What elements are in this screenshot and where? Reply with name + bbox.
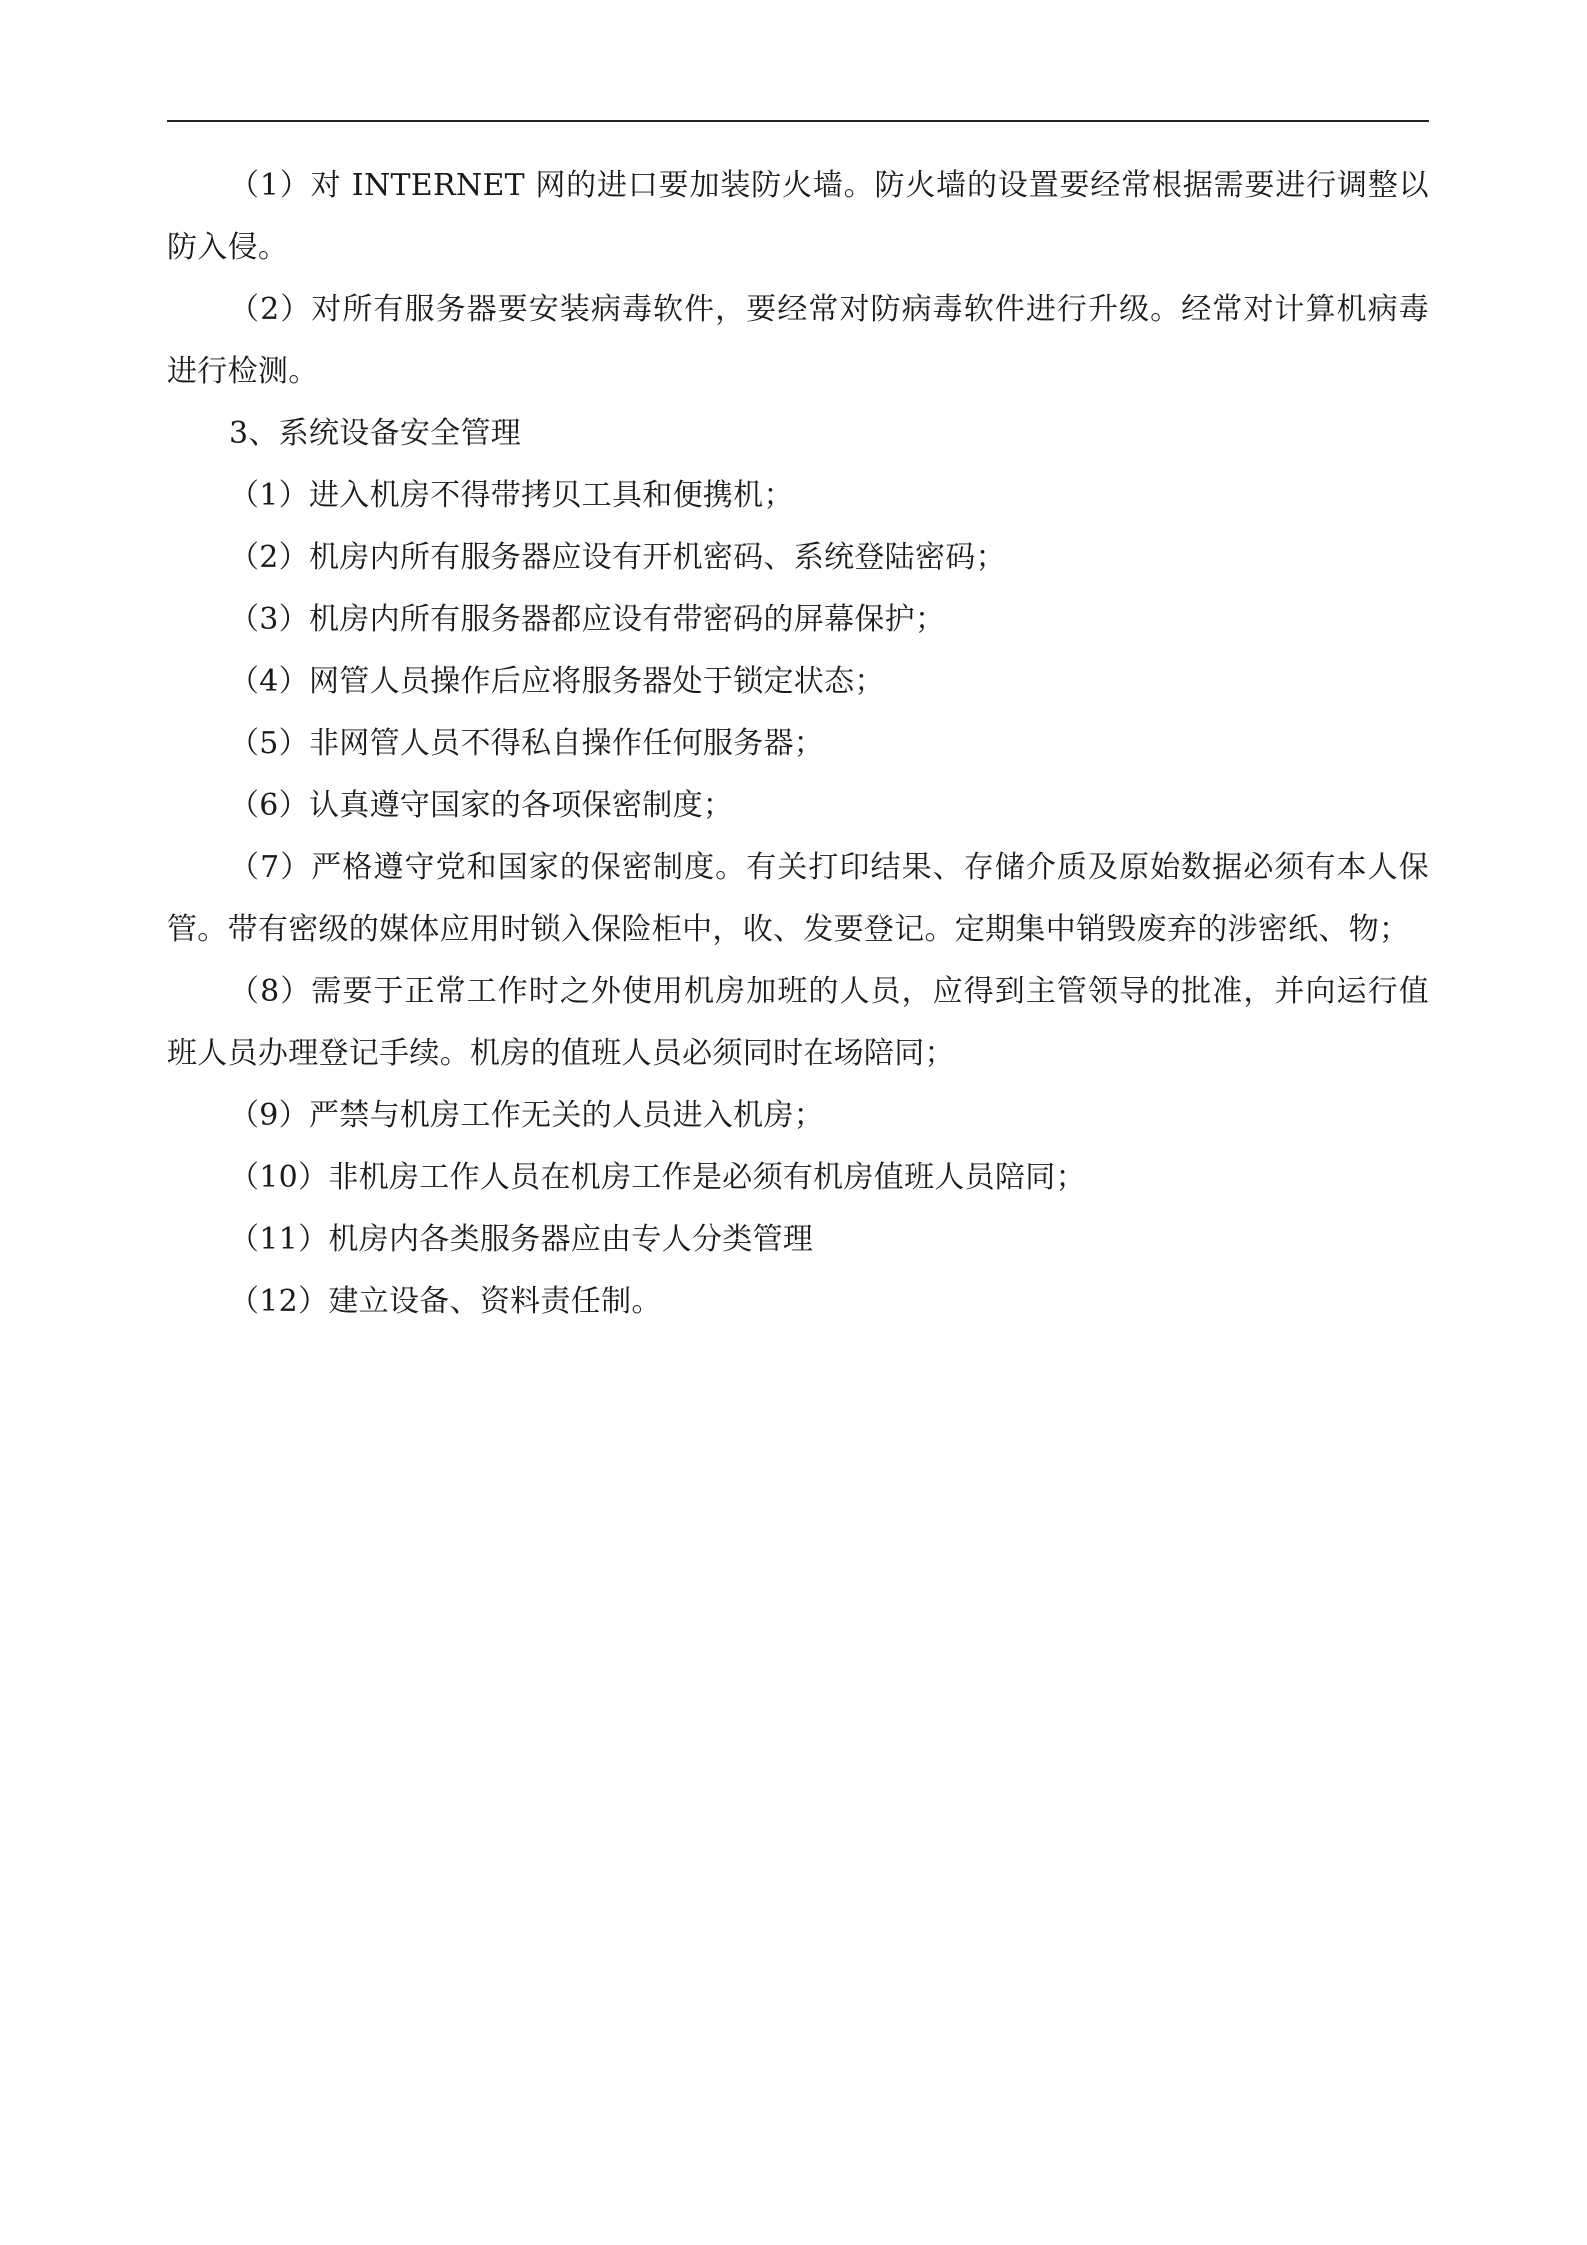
list-item: （8）需要于正常工作时之外使用机房加班的人员，应得到主管领导的批准，并向运行值班人员办理登记手续。机房的值班人员必须同时在场陪同； xyxy=(167,974,1429,1071)
list-item: （11）机房内各类服务器应由专人分类管理 xyxy=(229,1222,814,1257)
list-item: （3）机房内所有服务器都应设有带密码的屏幕保护； xyxy=(229,602,946,637)
list-item: （7）严格遵守党和国家的保密制度。有关打印结果、存储介质及原始数据必须有本人保管。带有密级的媒体应用时锁入保险柜中，收、发要登记。定期集中销毁废弃的涉密纸、物； xyxy=(167,850,1429,947)
document-body xyxy=(167,155,1429,1333)
header-rule xyxy=(167,120,1429,122)
list-item: （1）进入机房不得带拷贝工具和便携机； xyxy=(229,478,794,513)
paragraph-firewall: （1）对 INTERNET 网的进口要加装防火墙。防火墙的设置要经常根据需要进行调整以防入侵。 xyxy=(167,168,1429,265)
section-heading: 3、系统设备安全管理 xyxy=(229,416,522,451)
list-item: （10）非机房工作人员在机房工作是必须有机房值班人员陪同； xyxy=(229,1160,1086,1195)
list-item: （12）建立设备、资料责任制。 xyxy=(229,1284,662,1319)
list-item: （5）非网管人员不得私自操作任何服务器； xyxy=(229,726,825,761)
list-item: （9）严禁与机房工作无关的人员进入机房； xyxy=(229,1098,825,1133)
list-item: （4）网管人员操作后应将服务器处于锁定状态； xyxy=(229,664,885,699)
list-item: （2）机房内所有服务器应设有开机密码、系统登陆密码； xyxy=(229,540,1006,575)
paragraph-antivirus: （2）对所有服务器要安装病毒软件，要经常对防病毒软件进行升级。经常对计算机病毒进行检测。 xyxy=(167,292,1429,389)
list-item: （6）认真遵守国家的各项保密制度； xyxy=(229,788,734,823)
